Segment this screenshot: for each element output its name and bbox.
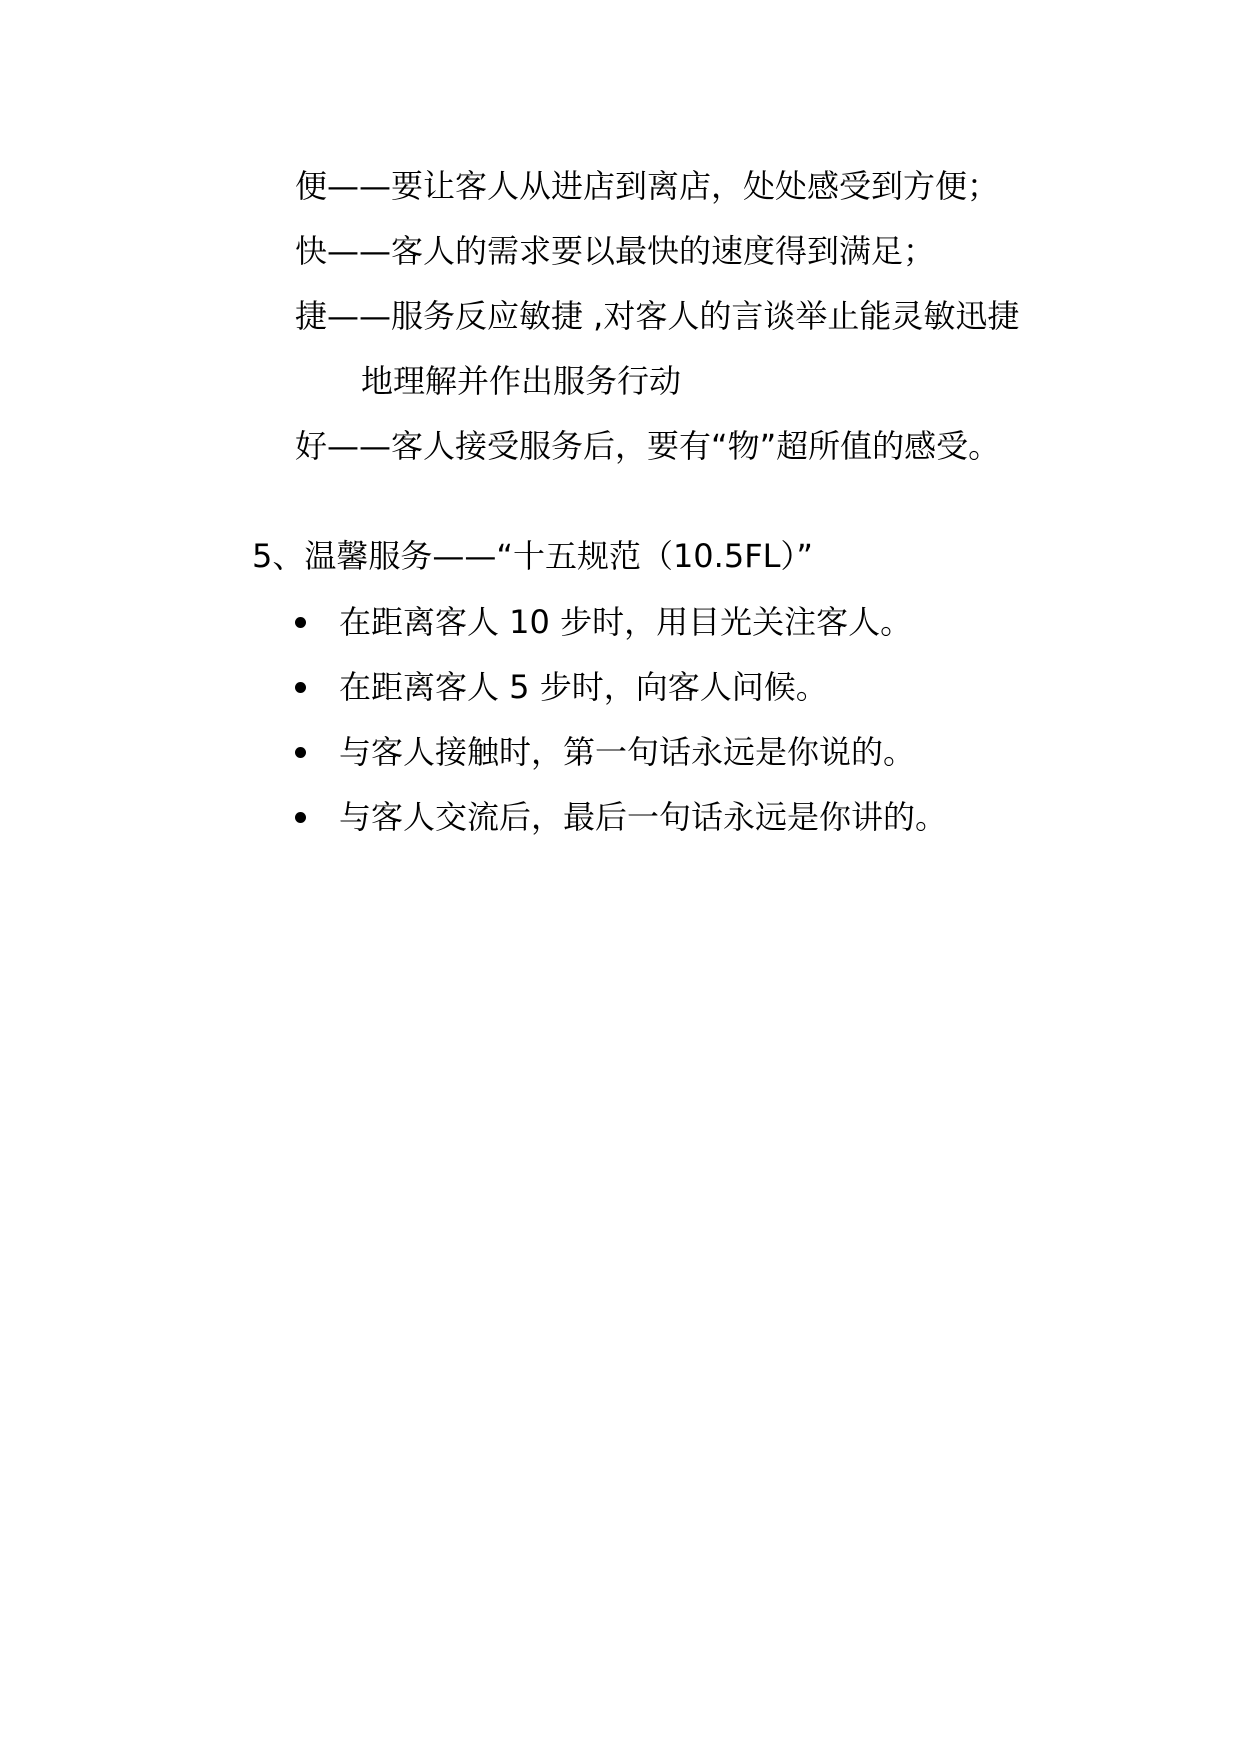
bullet-icon: [295, 747, 306, 758]
list-item-text: 在距离客人 10 步时，用目光关注客人。: [339, 603, 913, 641]
bullet-icon: [295, 682, 306, 693]
definition-bian: 便——要让客人从进店到离店，处处感受到方便；: [295, 167, 1000, 205]
definition-jie: 捷——服务反应敏捷 ,对客人的言谈举止能灵敏迅捷: [295, 297, 1020, 335]
list-item-text: 在距离客人 5 步时，向客人问候。: [339, 668, 828, 706]
list-item-text: 与客人交流后，最后一句话永远是你讲的。: [339, 798, 948, 836]
list-item-text: 与客人接触时，第一句话永远是你说的。: [339, 733, 916, 771]
bullet-icon: [295, 617, 306, 628]
definition-kuai: 快——客人的需求要以最快的速度得到满足；: [295, 232, 936, 270]
definition-hao: 好——客人接受服务后，要有“物”超所值的感受。: [295, 427, 1001, 465]
bullet-icon: [295, 812, 306, 823]
section-heading: 5、温馨服务——“十五规范（10.5FL）”: [252, 537, 814, 575]
definition-jie-continued: 地理解并作出服务行动: [361, 362, 682, 400]
